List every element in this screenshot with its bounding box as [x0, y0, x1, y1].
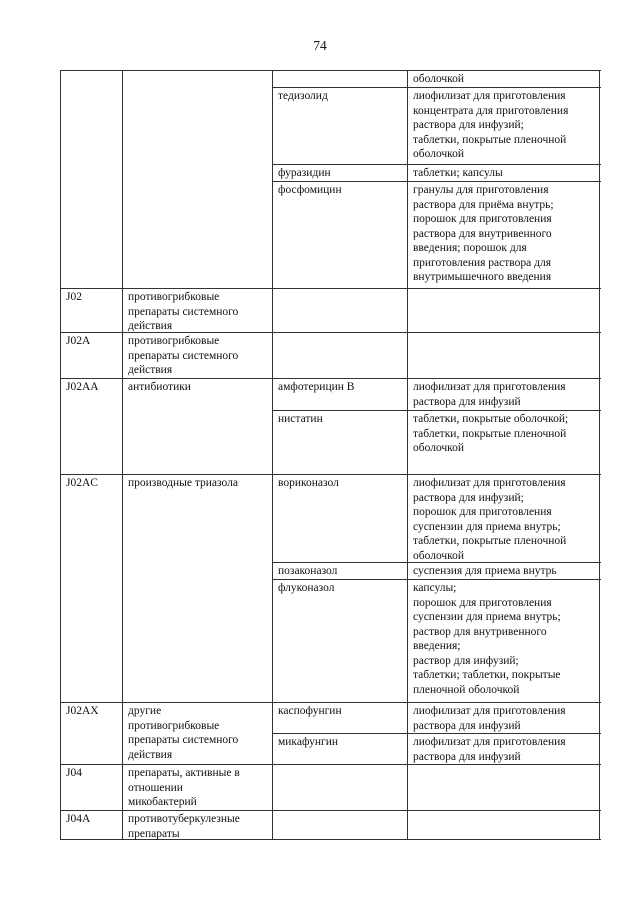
cell-form: оболочкой [413, 73, 465, 85]
cell-drug: каспофунгин [278, 705, 342, 717]
cell-form: гранулы для приготовления раствора для приёма внутрь; порошок для приготовления раствора для внутривенного введения; порошок для приготовления раствора для внутримышечного введения [413, 184, 554, 283]
cell-drug [273, 71, 407, 87]
medication-table [60, 70, 600, 840]
cell-code: J02A [66, 335, 91, 347]
cell-form: капсулы; порошок для приготовления суспензии для приема внутрь; раствор для внутривенного введения; раствор для инфузий; таблетки; таблетки, покрытые пленочной оболочкой [413, 582, 561, 696]
cell-drug [273, 765, 407, 810]
cell-form: лиофилизат для приготовления концентрата для приготовления раствора для инфузий; таблетки, покрытые пленочной оболочкой [413, 90, 569, 160]
cell-form: лиофилизат для приготовления раствора для инфузий [413, 736, 566, 763]
page-number: 74 [313, 38, 327, 53]
cell-code: J02AC [66, 477, 98, 489]
cell-group: противотуберкулезные препараты [128, 813, 240, 840]
cell-drug [273, 811, 407, 840]
cell-group: производные триазола [128, 477, 238, 489]
cell-group: антибиотики [128, 381, 191, 393]
cell-drug [273, 289, 407, 332]
cell-form: таблетки; капсулы [413, 167, 503, 179]
cell-group: противогрибковые препараты системного действия [128, 291, 239, 332]
cell-form: лиофилизат для приготовления раствора для инфузий [413, 705, 566, 732]
cell-form: таблетки, покрытые оболочкой; таблетки, покрытые пленочной оболочкой [413, 413, 569, 454]
cell-drug: нистатин [278, 413, 323, 425]
cell-form [408, 333, 600, 378]
cell-drug: вориконазол [278, 477, 339, 489]
cell-code: J04A [66, 813, 91, 825]
cell-code [61, 71, 122, 288]
cell-code: J02AX [66, 705, 99, 717]
cell-drug: фуразидин [278, 167, 331, 179]
cell-group: другие противогрибковые препараты системного действия [128, 705, 239, 761]
cell-form [408, 289, 600, 332]
cell-code: J02AA [66, 381, 99, 393]
cell-drug: позаконазол [278, 565, 338, 577]
cell-form [408, 811, 600, 840]
cell-drug [273, 333, 407, 378]
cell-code: J02 [66, 291, 82, 303]
cell-drug: флуконазол [278, 582, 335, 594]
cell-group [123, 71, 272, 288]
cell-code: J04 [66, 767, 82, 779]
cell-group: противогрибковые препараты системного действия [128, 335, 239, 376]
cell-form: лиофилизат для приготовления раствора для инфузий [413, 381, 566, 408]
cell-drug: амфотерицин В [278, 381, 355, 393]
cell-drug: микафунгин [278, 736, 339, 748]
cell-group: препараты, активные в отношении микобактерий [128, 767, 240, 808]
cell-drug: фосфомицин [278, 184, 342, 196]
cell-form: суспензия для приема внутрь [413, 565, 557, 577]
cell-drug: тедизолид [278, 90, 328, 102]
cell-form: лиофилизат для приготовления раствора для инфузий; порошок для приготовления суспензии для приема внутрь; таблетки, покрытые пленочной оболочкой [413, 477, 567, 562]
cell-form [408, 765, 600, 810]
